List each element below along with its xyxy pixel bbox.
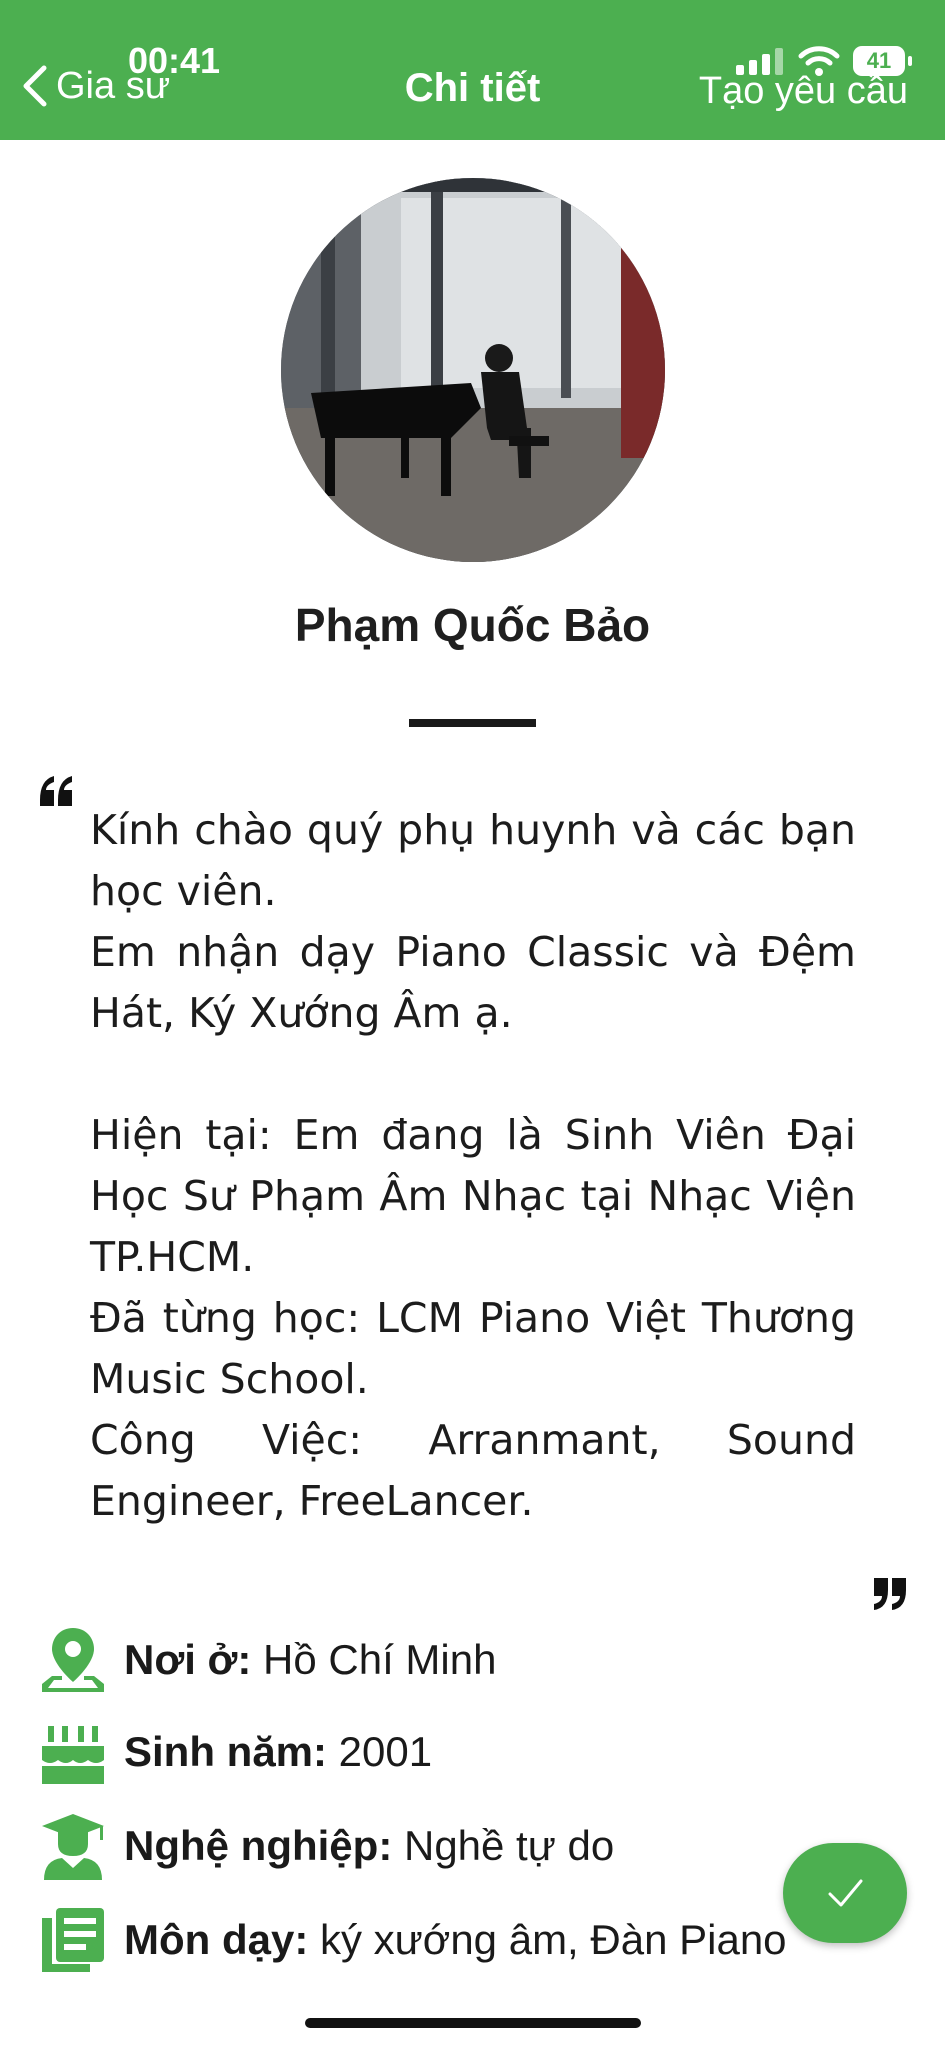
graduate-icon	[38, 1810, 108, 1882]
create-request-button[interactable]: Tạo yêu cầu	[698, 70, 908, 112]
birth-year-label: Sinh năm:	[124, 1728, 328, 1775]
residence-value: Hồ Chí Minh	[251, 1636, 497, 1683]
subjects-value: ký xướng âm, Đàn Piano	[308, 1916, 787, 1963]
residence-label: Nơi ở:	[124, 1636, 252, 1683]
status-time: 00:41	[128, 40, 221, 81]
info-row-residence	[38, 1620, 918, 1700]
checkmark-icon	[824, 1872, 866, 1914]
occupation-label: Nghệ nghiệp:	[124, 1822, 393, 1869]
tutor-bio: Kính chào quý phụ huynh và các bạn học viên. Em nhận dạy Piano Classic và Đệm Hát, Ký Xướng Âm ạ. Hiện tại: Em đang là Sinh Viên Đại Học Sư Phạm Âm Nhạc tại Nhạc Viện TP.HCM. Đã từng học: LCM Piano Việt Thương Music School. Công Việc: Arranmant, Sound Engineer, FreeLancer.	[90, 806, 856, 1525]
name-divider	[409, 719, 536, 727]
birthday-cake-icon	[38, 1716, 108, 1788]
top-navigation-bar	[0, 0, 945, 140]
battery-icon: 41	[853, 46, 905, 76]
info-row-birth-year	[38, 1712, 918, 1792]
home-indicator	[305, 2018, 641, 2028]
profile-photo	[281, 178, 665, 562]
document-list-icon	[38, 1904, 108, 1976]
birth-year-value: 2001	[327, 1728, 433, 1775]
back-label: Gia sư	[56, 64, 171, 107]
occupation-value: Nghề tự do	[392, 1822, 615, 1869]
page-title: Chi tiết	[404, 66, 541, 110]
close-quote-icon	[870, 1570, 910, 1614]
confirm-fab-button[interactable]	[783, 1843, 907, 1943]
subjects-label: Môn dạy:	[124, 1916, 309, 1963]
avatar	[281, 178, 665, 562]
open-quote-icon	[36, 770, 76, 814]
tutor-name: Phạm Quốc Bảo	[294, 599, 651, 651]
location-pin-icon	[38, 1624, 108, 1696]
